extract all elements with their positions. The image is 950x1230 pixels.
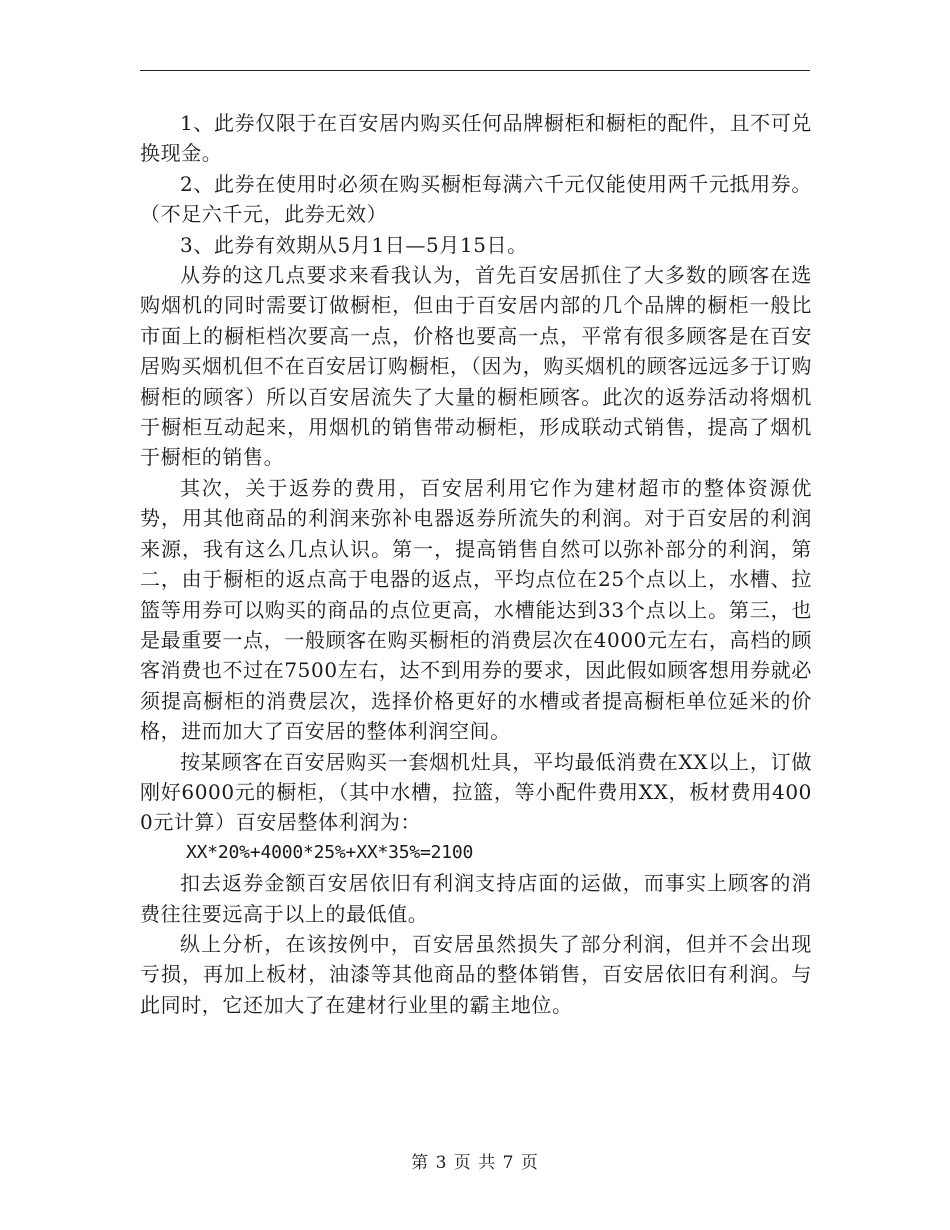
paragraph-8: 纵上分析，在该按例中，百安居虽然损失了部分利润，但并不会出现亏损，再加上板材，油漆等其他商品的整体销售，百安居依旧有利润。与此同时，它还加大了在建材行业里的霸主地位。: [140, 931, 812, 1017]
paragraph-3: 3、此券有效期从5月1日—5月15日。: [180, 232, 528, 257]
header-rule: [140, 70, 810, 71]
paragraph-4: 从券的这几点要求来看我认为，首先百安居抓住了大多数的顾客在选购烟机的同时需要订做橱柜，但由于百安居内部的几个品牌的橱柜一般比市面上的橱柜档次要高一点，价格也要高一点，平常有很多顾客是在百安居购买烟机但不在百安居订购橱柜，（因为，购买烟机的顾客远远多于订购橱柜的顾客）所以百安居流失了大量的橱柜顾客。此次的返券活动将烟机于橱柜互动起来，用烟机的销售带动橱柜，形成联动式销售，提高了烟机于橱柜的销售。: [140, 263, 812, 470]
page-number-footer: 第 3 页 共 7 页: [411, 1153, 539, 1173]
profit-formula: XX*20%+4000*25%+XX*35%=2100: [186, 841, 474, 863]
paragraph-1: 1、此券仅限于在百安居内购买任何品牌橱柜和橱柜的配件，且不可兑换现金。: [140, 111, 812, 166]
paragraph-5: 其次，关于返券的费用，百安居利用它作为建材超市的整体资源优势，用其他商品的利润来弥补电器返券所流失的利润。对于百安居的利润来源，我有这么几点认识。第一，提高销售自然可以弥补部分的利润，第二，由于橱柜的返点高于电器的返点，平均点位在25个点以上，水槽、拉篮等用券可以购买的商品的点位更高，水槽能达到33个点以上。第三，也是最重要一点，一般顾客在购买橱柜的消费层次在4000元左右，高档的顾客消费也不过在7500左右，达不到用券的要求，因此假如顾客想用券就必须提高橱柜的消费层次，选择价格更好的水槽或者提高橱柜单位延米的价格，进而加大了百安居的整体利润空间。: [140, 475, 812, 744]
paragraph-7: 扣去返券金额百安居依旧有利润支持店面的运做，而事实上顾客的消费往往要远高于以上的最低值。: [140, 871, 812, 926]
document-body: [140, 108, 812, 1020]
paragraph-6: 按某顾客在百安居购买一套烟机灶具，平均最低消费在XX以上，订做刚好6000元的橱柜，（其中水槽，拉篮，等小配件费用XX，板材费用4000元计算）百安居整体利润为：: [140, 749, 812, 835]
paragraph-2: 2、此券在使用时必须在购买橱柜每满六千元仅能使用两千元抵用券。（不足六千元，此券无效）: [140, 171, 812, 227]
